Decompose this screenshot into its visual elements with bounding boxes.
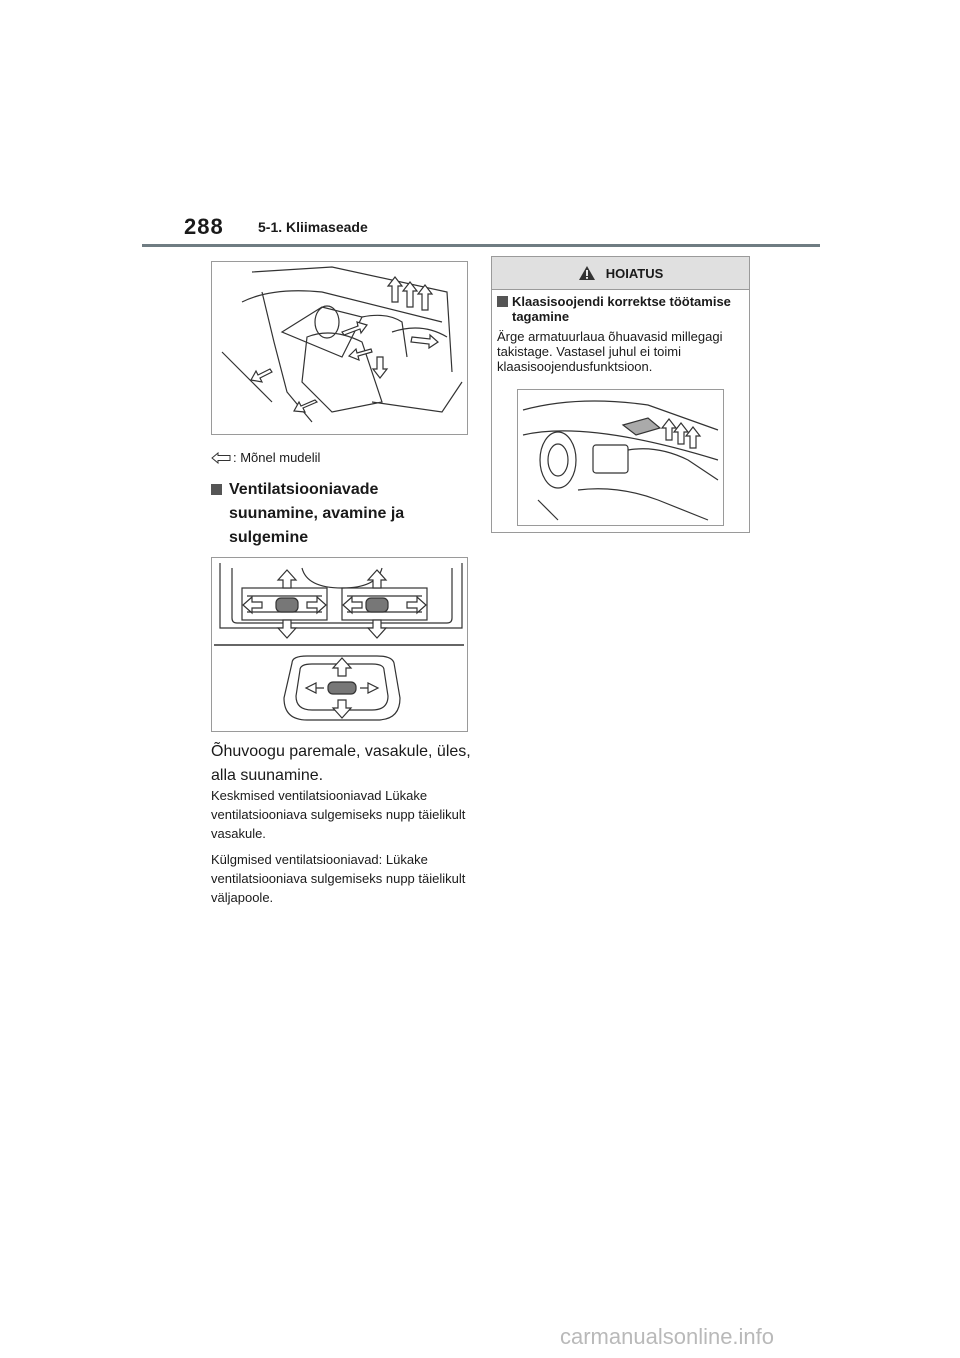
side-vents-text: Külgmised ventilatsiooniavad: Lükake ventilatsiooniava sulgemiseks nupp täielikult väljapoole. (211, 852, 466, 905)
warning-header (492, 257, 749, 290)
vent-outlets-illustration (211, 557, 468, 732)
section-title: 5-1. Kliimaseade (258, 219, 368, 235)
airflow-direction-text: Õhuvoogu paremale, vasakule, üles, alla suunamine. (211, 743, 471, 784)
legend-line (211, 450, 320, 465)
watermark: carmanualsonline.info (560, 1324, 775, 1349)
warning-box (491, 256, 750, 533)
warning-subheading-text: Klaasisoojendi korrektse töötamise tagamine (512, 294, 731, 324)
square-bullet-icon (211, 484, 222, 495)
square-bullet-icon (497, 296, 508, 307)
warning-triangle-icon (578, 265, 596, 281)
defroster-obstruction-illustration (517, 389, 724, 526)
page-number: 288 (184, 214, 224, 239)
legend-text: : Mõnel mudelil (233, 450, 321, 465)
vent-section-heading (211, 478, 461, 550)
outline-arrow-icon (211, 452, 231, 464)
cabin-vents-illustration (211, 261, 468, 435)
warning-body: Ärge armatuurlaua õhuavasid millegagi takistage. Vastasel juhul ei toimi klaasisoojendusfunktsioon. (497, 329, 723, 374)
vent-section-heading-text: Ventilatsiooniavade suunamine, avamine ja sulgemine (229, 481, 405, 546)
header-rule (142, 244, 820, 247)
warning-subheading (497, 294, 742, 324)
warning-label: HOIATUS (605, 265, 664, 281)
center-vents-text: Keskmised ventilatsiooniavad Lükake ventilatsiooniava sulgemiseks nupp täielikult vasakule. (211, 788, 466, 841)
